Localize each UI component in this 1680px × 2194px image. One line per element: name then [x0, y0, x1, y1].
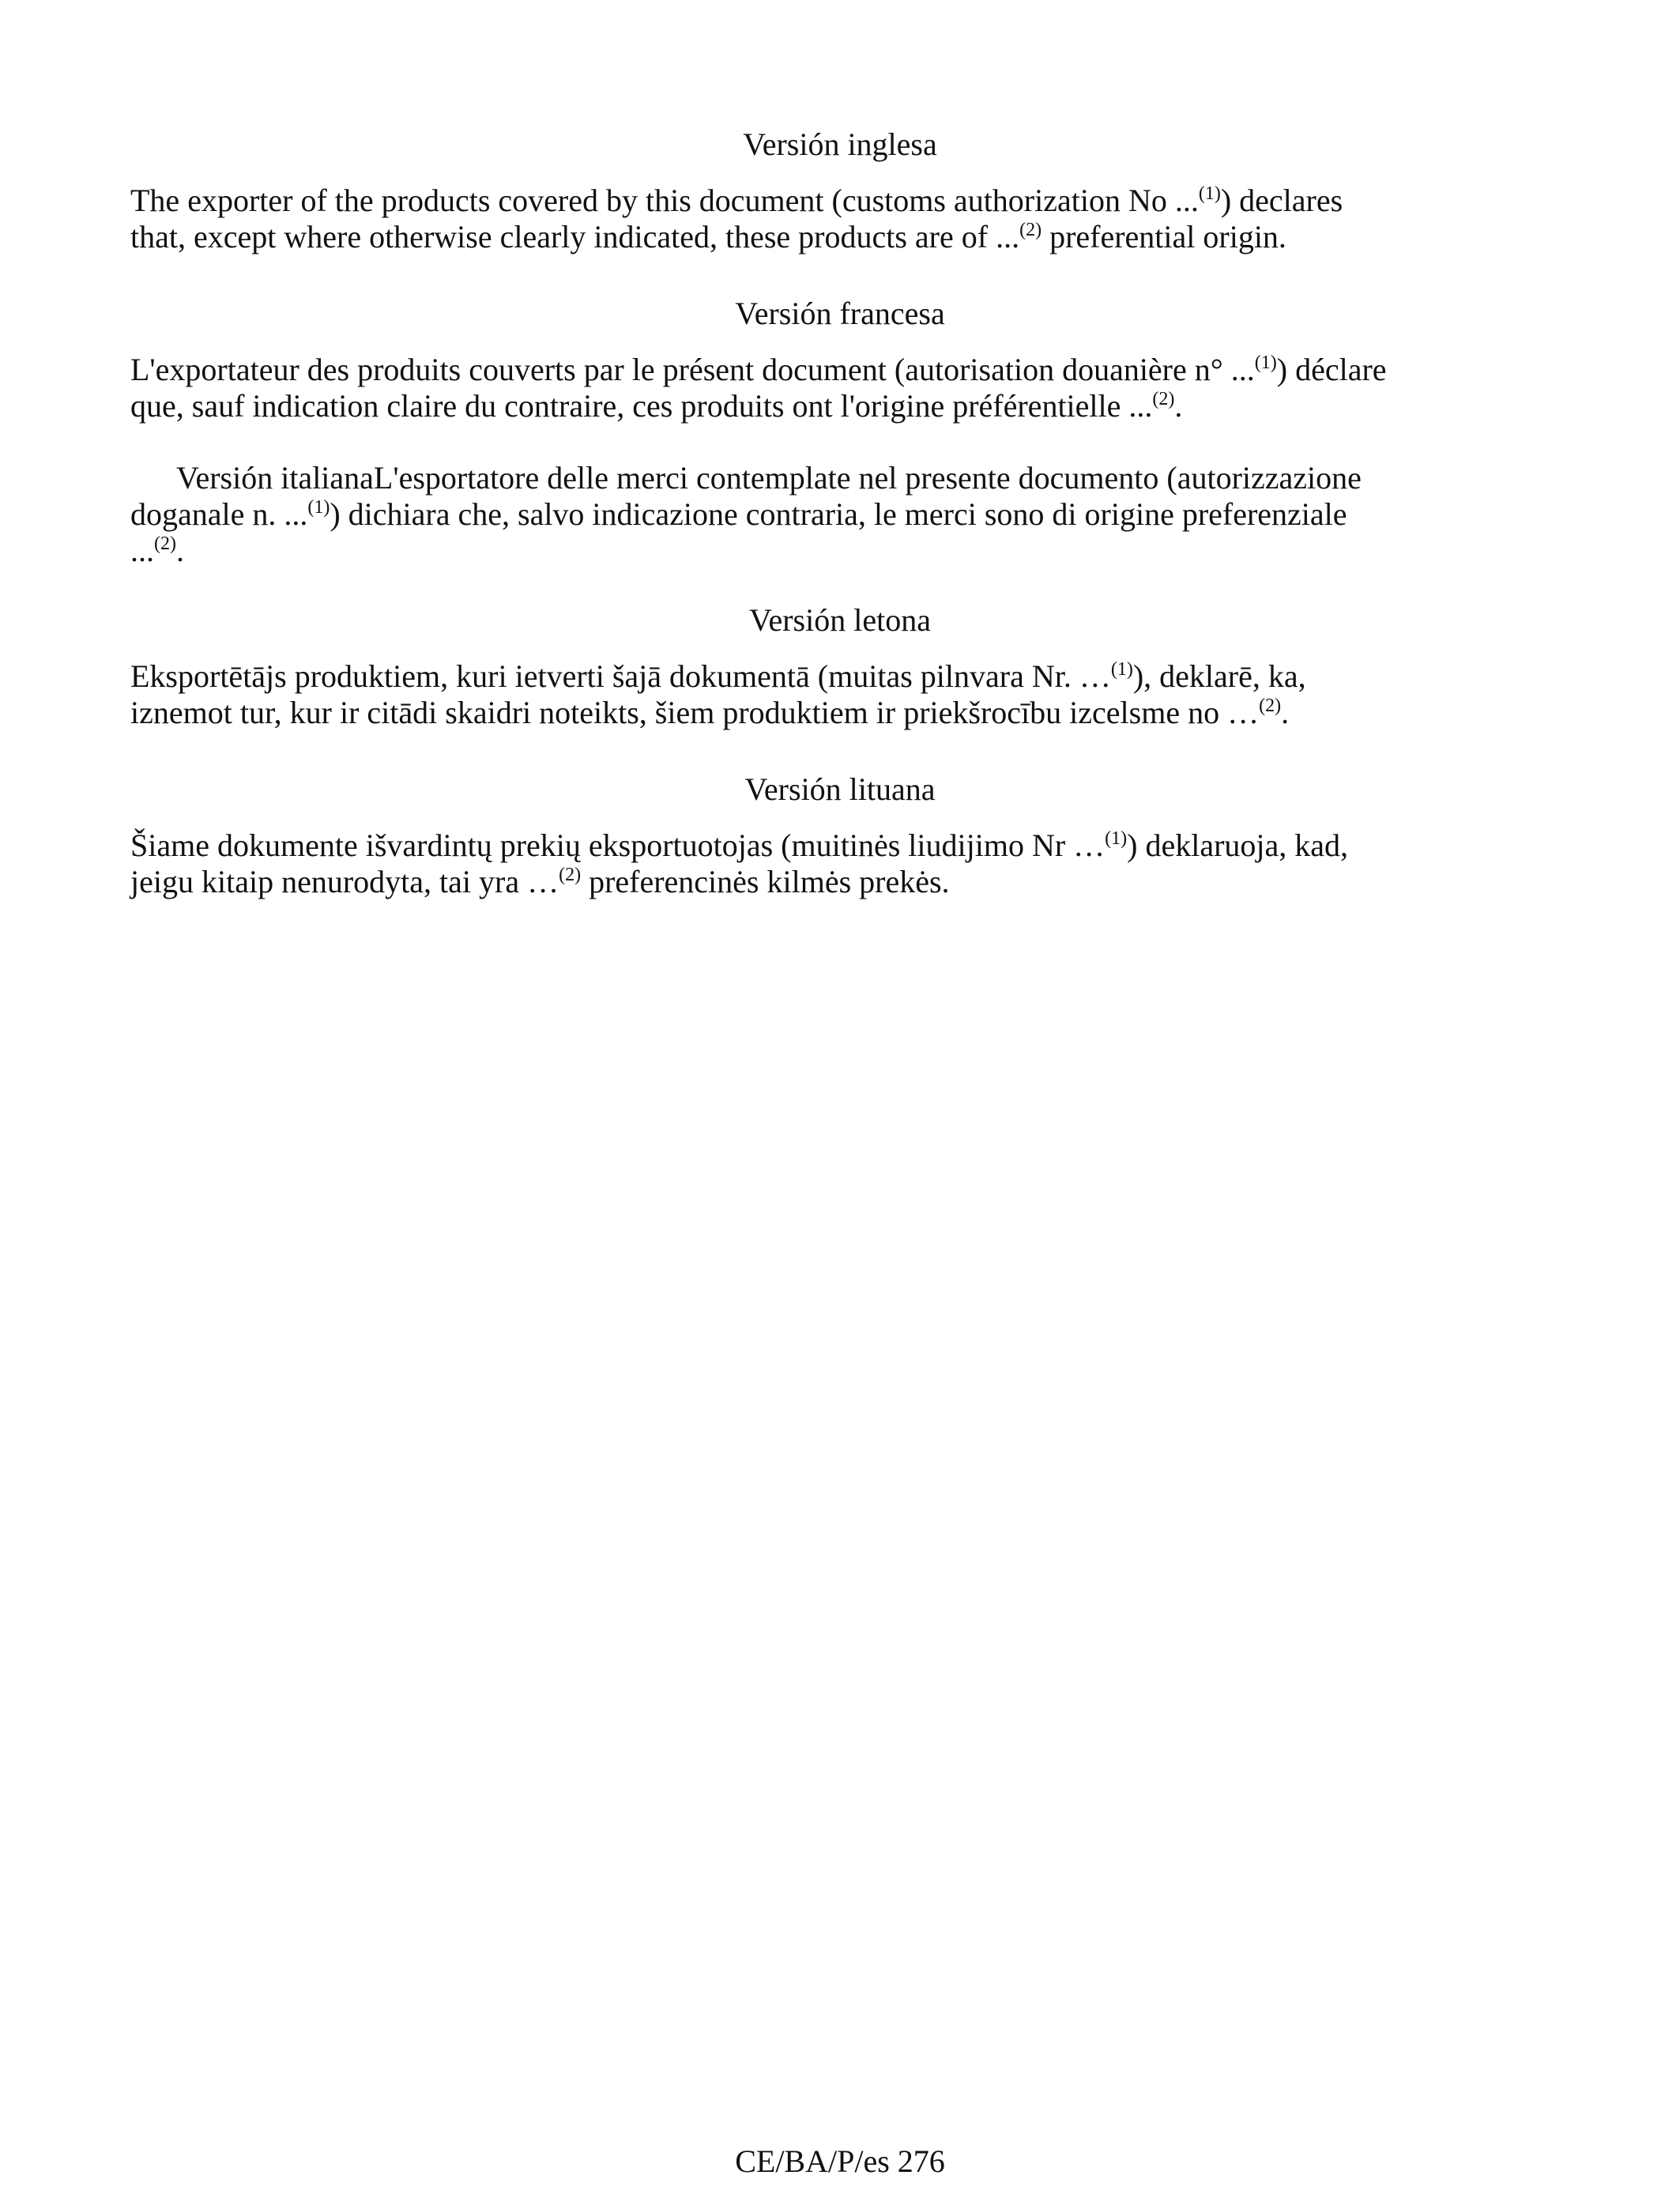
footnote-ref-1: (1) — [1254, 352, 1277, 373]
paragraph-english-version — [130, 183, 1580, 255]
paragraph-french-version — [130, 352, 1580, 424]
footnote-ref-1: (1) — [1110, 659, 1133, 680]
text-line: L'exportateur des produits couverts par le présent document (autorisation douanière n° ...$^{(1)}$) déclare — [130, 352, 1387, 387]
text-line: jeigu kitaip nenurodyta, tai yra …$^{(2)}$ preferencinės kilmės prekės. — [130, 864, 950, 899]
footnote-ref-1: (1) — [307, 497, 330, 518]
footnote-ref-1: (1) — [1105, 828, 1128, 849]
heading-english-version: Versión inglesa — [743, 126, 937, 162]
text-line: que, sauf indication claire du contraire, ces produits ont l'origine préférentielle ...$^{(2)}$. — [130, 388, 1183, 424]
text-line: Versión italianaL'esportatore delle merci contemplate nel presente documento (autorizzazione — [176, 460, 1362, 496]
page-footer-reference: CE/BA/P/es 276 — [735, 2143, 945, 2179]
heading-lithuanian-version: Versión lituana — [744, 771, 936, 807]
text-line: ...$^{(2)}$. — [130, 533, 184, 568]
footnote-ref-2: (2) — [154, 533, 176, 554]
footnote-ref-2: (2) — [1019, 220, 1042, 240]
paragraph-latvian-version — [130, 658, 1580, 731]
footnote-ref-2: (2) — [559, 865, 582, 885]
text-line: that, except where otherwise clearly indicated, these products are of ...$^{(2)}$ preferential origin. — [130, 219, 1286, 254]
text-line: iznemot tur, kur ir citādi skaidri noteikts, šiem produktiem ir priekšrocību izcelsme no …$^{(2)}$. — [130, 695, 1290, 730]
paragraph-italian-version — [130, 460, 1580, 569]
paragraph-lithuanian-version — [130, 827, 1580, 900]
text-line: Šiame dokumente išvardintų prekių eksportuotojas (muitinės liudijimo Nr …$^{(1)}$) deklaruoja, kad, — [130, 827, 1349, 863]
text-line: doganale n. ...$^{(1)}$) dichiara che, salvo indicazione contraria, le merci sono di origine preferenziale — [130, 496, 1347, 532]
heading-latvian-version: Versión letona — [749, 602, 931, 638]
footnote-ref-2: (2) — [1259, 696, 1282, 716]
footnote-ref-1: (1) — [1198, 183, 1221, 204]
footnote-ref-2: (2) — [1152, 389, 1175, 409]
text-line: Eksportētājs produktiem, kuri ietverti šajā dokumentā (muitas pilnvara Nr. …$^{(1)}$), deklarē, ka, — [130, 658, 1306, 694]
text-line: The exporter of the products covered by this document (customs authorization No ...$^{(1)}$) declares — [130, 183, 1343, 218]
heading-french-version: Versión francesa — [735, 296, 945, 331]
